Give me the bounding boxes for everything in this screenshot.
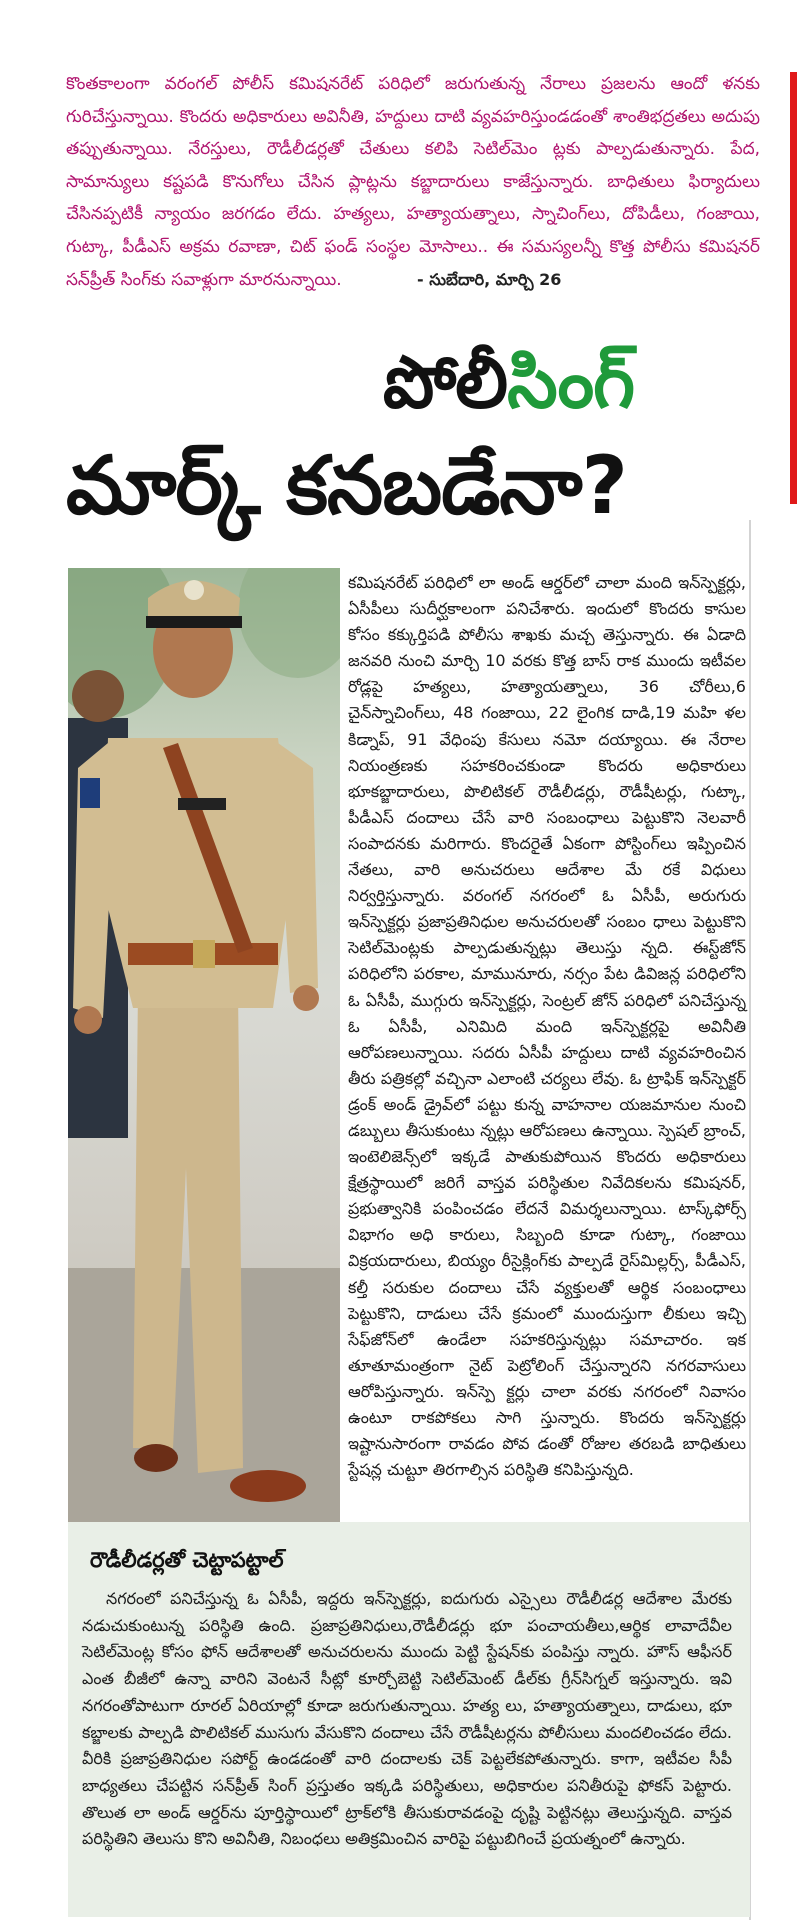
photo-wrap-space — [68, 570, 348, 1520]
headline-line-1 — [383, 340, 634, 424]
intro-paragraph — [66, 68, 760, 296]
headline-green-part: సింగ్ — [507, 340, 635, 424]
article-body — [68, 570, 746, 1520]
intro-text: కొంతకాలంగా వరంగల్ పోలీస్ కమిషనరేట్ పరిధిలో జరుగుతున్న నేరాలు ప్రజలను ఆందో ళనకు గురిచేస్తున్నాయి. కొందరు అధికారులు అవినీతి, హద్దులు దాటి వ్యవహరిస్తుండడంతో శాంతిభద్రతలు అదుపు తప్పుతున్నాయి. నేరస్తులు, రౌడీలీడర్లతో చేతులు కలిపి సెటిల్‌మెం ట్లకు పాల్పడుతున్నారు. పేద, సామాన్యులు కష్టపడి కొనుగోలు చేసిన ప్లాట్లను కబ్జాదారులు కాజేస్తున్నారు. బాధితులు ఫిర్యాదులు చేసినప్పటికీ న్యాయం జరగడం లేదు. హత్యలు, హత్యాయత్నాలు, స్నాచింగ్‌లు, దోపిడీలు, గంజాయి, గుట్కా, పీడీఎస్ అక్రమ రవాణా, చిట్ ఫండ్ సంస్థల మోసాలు.. ఈ సమస్యలన్నీ కొత్త పోలీసు కమిషనర్ సన్‌ప్రీత్ సింగ్‌కు సవాళ్లుగా మారనున్నాయి. — [66, 74, 760, 290]
dateline: - సుబేదారి, మార్చి 26 — [417, 269, 562, 289]
sidebar-title: రౌడీలీడర్లతో చెట్టాపట్టాల్ — [90, 1548, 284, 1572]
sidebar-body: నగరంలో పనిచేస్తున్న ఓ ఏసీపీ, ఇద్దరు ఇన్‌స్పెక్టర్లు, ఐదుగురు ఎస్సైలు రౌడీలీడర్ల ఆదేశాల మేరకు నడుచుకుంటున్న పరిస్థితి ఉంది. ప్రజాప్రతినిధులు,రౌడీలీడర్లు భూ పంచాయతీలు,ఆర్థిక లావాదేవీల సెటిల్‌మెంట్ల కోసం ఫోన్ ఆదేశాలతో అనుచరులను ముందు పెట్టి స్టేషన్‌కు పంపిస్తు న్నారు. హౌస్ ఆఫీసర్ ఎంత బీజీలో ఉన్నా వారిని వెంటనే సీట్లో కూర్చోబెట్టి సెటిల్‌మెంట్ డీల్‌కు గ్రీన్‌సిగ్నల్ ఇస్తున్నారు. ఇవి నగరంతోపాటుగా రూరల్ ఏరియాల్లో కూడా జరుగుతున్నాయి. హత్య లు, హత్యాయత్నాలు, దాడులు, భూ కబ్జాలకు పాల్పడి పొలిటికల్ ముసుగు వేసుకొని దందాలు చేసే రౌడీషీటర్లను పోలీసులు మందలించడం లేదు. వీరికి ప్రజాప్రతినిధుల సపోర్ట్ ఉండడంతో వారి దందాలకు చెక్ పెట్టలేకపోతున్నారు. కాగా, ఇటీవల సీపీ బాధ్యతలు చేపట్టిన సన్‌ప్రీత్ సింగ్ ప్రస్తుతం ఇక్కడి పరిస్థితులు, అధికారుల పనితీరుపై ఫోకస్ పెట్టారు. తొలుత లా అండ్ ఆర్డర్‌ను పూర్తిస్థాయిలో ట్రాక్‌లోకి తీసుకురావడంపై దృష్టి పెట్టినట్లు తెలుస్తున్నది. వాస్తవ పరిస్థితిని తెలుసు కొని అవినీతి, నిబంధలు అతిక్రమించిన వారిపై పట్టుబిగించే ప్రయత్నంలో ఉన్నారు. — [82, 1589, 732, 1849]
article-body-text: కమిషనరేట్ పరిధిలో లా అండ్ ఆర్డర్‌లో చాలా మంది ఇన్‌స్పెక్టర్లు, ఏసీపీలు సుదీర్ఘకాలంగా పనిచేశారు. ఇందులో కొందరు కాసుల కోసం కక్కుర్తిపడి పోలీసు శాఖకు మచ్చ తెస్తున్నారు. ఈ ఏడాది జనవరి నుంచి మార్చి 10 వరకు కొత్త బాస్ రాక ముందు ఇటీవల రోడ్లపై హత్యలు, హత్యాయత్నాలు, 36 చోరీలు,6 చైన్‌స్నాచింగ్‌లు, 48 గంజాయి, 22 లైంగిక దాడి,19 మహి ళల కిడ్నాప్, 91 వేధింపు కేసులు నమో దయ్యాయి. ఈ నేరాల నియంత్రణకు సహకరించకుండా కొందరు అధికారులు భూకబ్జాదారులు, పొలిటికల్ రౌడీలీడర్లు, రౌడీషీటర్లు, గుట్కా, పీడీఎస్ దందాలు చేసే వారి సంబంధాలు పెట్టుకొని నెలవారీ సంపాదనకు మరిగారు. కొందరైతే ఏకంగా పోస్టింగ్‌లు ఇప్పించిన నేతలు, వారి అనుచరులు ఆదేశాల మే రకే విధులు నిర్వర్తిస్తున్నారు. వరంగల్ నగరంలో ఓ ఏసీపీ, అరుగురు ఇన్‌స్పెక్టర్లు ప్రజాప్రతినిధుల అనుచరులతో సంబం ధాలు పెట్టుకొని సెటిల్‌మెంట్లకు పాల్పడుతున్నట్లు తెలుస్తు న్నది. ఈస్ట్‌జోన్ పరిధిలోని పరకాల, మామునూరు, నర్సం పేట డివిజన్ల పరిధిలోని ఓ ఏసీపీ, ముగ్గురు ఇన్‌స్పెక్టర్లు, సెంట్రల్ జోన్ పరిధిలో పనిచేస్తున్న ఓ ఏసీపీ, ఎనిమిది మంది ఇన్‌స్పెక్టర్లపై అవినీతి ఆరోపణలున్నాయి. సదరు ఏసీపీ హద్దులు దాటి వ్యవహరించిన తీరు పత్రికల్లో వచ్చినా ఎలాంటి చర్యలు లేవు. ఓ ట్రాఫిక్ ఇన్‌స్పెక్టర్ డ్రంక్ అండ్ డ్రైవ్‌లో పట్టు కున్న వాహనాల యజమానుల నుంచి డబ్బులు తీసుకుంటు న్నట్లు ఆరోపణలు ఉన్నాయి. స్పెషల్ బ్రాంచ్, ఇంటెలిజెన్స్‌లో ఇక్కడే పాతుకుపోయిన కొందరు అధికారులు క్షేత్రస్థాయిలో జరిగే వాస్తవ పరిస్థితుల నివేదికలను కమిషనర్, ప్రభుత్వానికి పంపించడం లేదనే విమర్శలున్నాయి. టాస్క్‌ఫోర్స్ విభాగం అధి కారులు, సిబ్బంది కూడా గుట్కా, గంజాయి విక్రయదారులు, బియ్యం రీసైక్లింగ్‌కు పాల్పడే రైస్‌మిల్లర్స్, పీడీఎస్, కల్తీ సరుకుల దందాలు చేసే వ్యక్తులతో ఆర్థిక సంబంధాలు పెట్టుకొని, దాడులు చేసే క్రమంలో ముందుస్తుగా లీకులు ఇచ్చి సేఫ్‌జోన్‌లో ఉండేలా సహకరిస్తున్నట్లు సమాచారం. ఇక తూతూమంత్రంగా నైట్ పెట్రోలింగ్ చేస్తున్నారని నగరవాసులు ఆరోపిస్తున్నారు. ఇన్‌స్పె క్టర్లు చాలా వరకు నగరంలో నివాసం ఉంటూ రాకపోకలు సాగి స్తున్నారు. కొందరు ఇన్‌స్పెక్టర్లు ఇష్టానుసారంగా రావడం పోవ డంతో రోజుల తరబడి బాధితులు స్టేషన్ల చుట్టూ తిరగాల్సిన పరిస్థితి కనిపిస్తున్నది. — [348, 573, 746, 1480]
headline-black-part: పోలీ — [383, 340, 508, 424]
side-red-rule — [790, 72, 797, 504]
headline-line-2: మార్క్ కనబడేనా? — [66, 439, 627, 532]
